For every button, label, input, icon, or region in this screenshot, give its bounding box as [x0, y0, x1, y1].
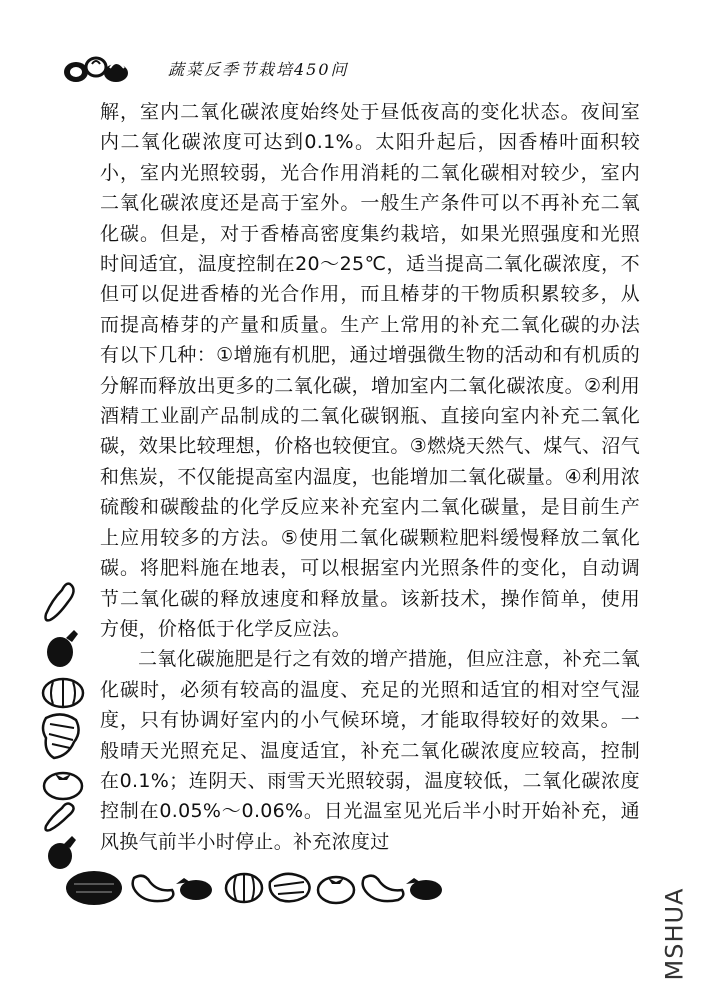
side-decoration: [40, 580, 86, 870]
bottom-decoration: [64, 862, 454, 910]
cabbage-icon: [270, 874, 310, 902]
tomato-icon: [318, 877, 354, 903]
cucumber-icon: [133, 876, 174, 901]
watermark-text: MSHUA: [660, 887, 689, 981]
melon-icon: [66, 871, 122, 905]
watermark: [660, 888, 700, 992]
pumpkin-icon: [40, 674, 86, 710]
eggplant-icon: [40, 624, 86, 670]
eggplant-icon: [176, 878, 212, 900]
eggplant-icon: [406, 878, 442, 900]
paragraph-1: 解，室内二氧化碳浓度始终处于昼低夜高的变化状态。夜间室内二氧化碳浓度可达到0.1%。太阳升起后，因香椿叶面积较小，室内光照较弱，光合作用消耗的二氧化碳相对较少，室内二氧化碳浓度还是高于室外。一般生产条件可以不再补充二氧化碳。但是，对于香椿高密度集约栽培，如果光照强度和光照时间适宜，温度控制在20～25℃，适当提高二氧化碳浓度，不但可以促进香椿的光合作用，而且椿芽的干物质积累较多，从而提高椿芽的产量和质量。生产上常用的补充二氧化碳的办法有以下几种：①增施有机肥，通过增强微生物的活动和有机质的分解而释放出更多的二氧化碳，增加室内二氧化碳浓度。②利用酒精工业副产品制成的二氧化碳钢瓶、直接向室内补充二氧化碳，效果比较理想，价格也较便宜。③燃烧天然气、煤气、沼气和焦炭，不仅能提高室内温度，也能增加二氧化碳量。④利用浓硫酸和碳酸盐的化学反应来补充室内二氧化碳量，是目前生产上应用较多的方法。⑤使用二氧化碳颗粒肥料缓慢释放二氧化碳。将肥料施在地表，可以根据室内光照条件的变化，自动调节二氧化碳的释放速度和释放量。该新技术，操作简单，使用方便，价格低于化学反应法。: [100, 101, 640, 640]
vegetables-logo-icon: [62, 52, 132, 86]
tomato-icon: [40, 766, 86, 802]
cucumber-icon: [363, 876, 404, 901]
page-body: [100, 97, 640, 857]
book-title: 蔬菜反季节栽培450问: [168, 60, 349, 79]
cucumber-icon: [40, 802, 86, 832]
cabbage-icon: [40, 710, 86, 762]
page-header: [40, 48, 660, 88]
cucumber-icon: [40, 580, 86, 624]
pumpkin-icon: [226, 874, 262, 902]
paragraph-2: 二氧化碳施肥是行之有效的增产措施，但应注意，补充二氧化碳时，必须有较高的温度、充足的光照和适宜的相对空气湿度，只有协调好室内的小气候环境，才能取得较好的效果。一般晴天光照充足、温度适宜，补充二氧化碳浓度应较高，控制在0.1%；连阴天、雨雪天光照较弱，温度较低，二氧化碳浓度控制在0.05%～0.06%。日光温室见光后半小时开始补充，通风换气前半小时停止。补充浓度过: [100, 648, 640, 853]
